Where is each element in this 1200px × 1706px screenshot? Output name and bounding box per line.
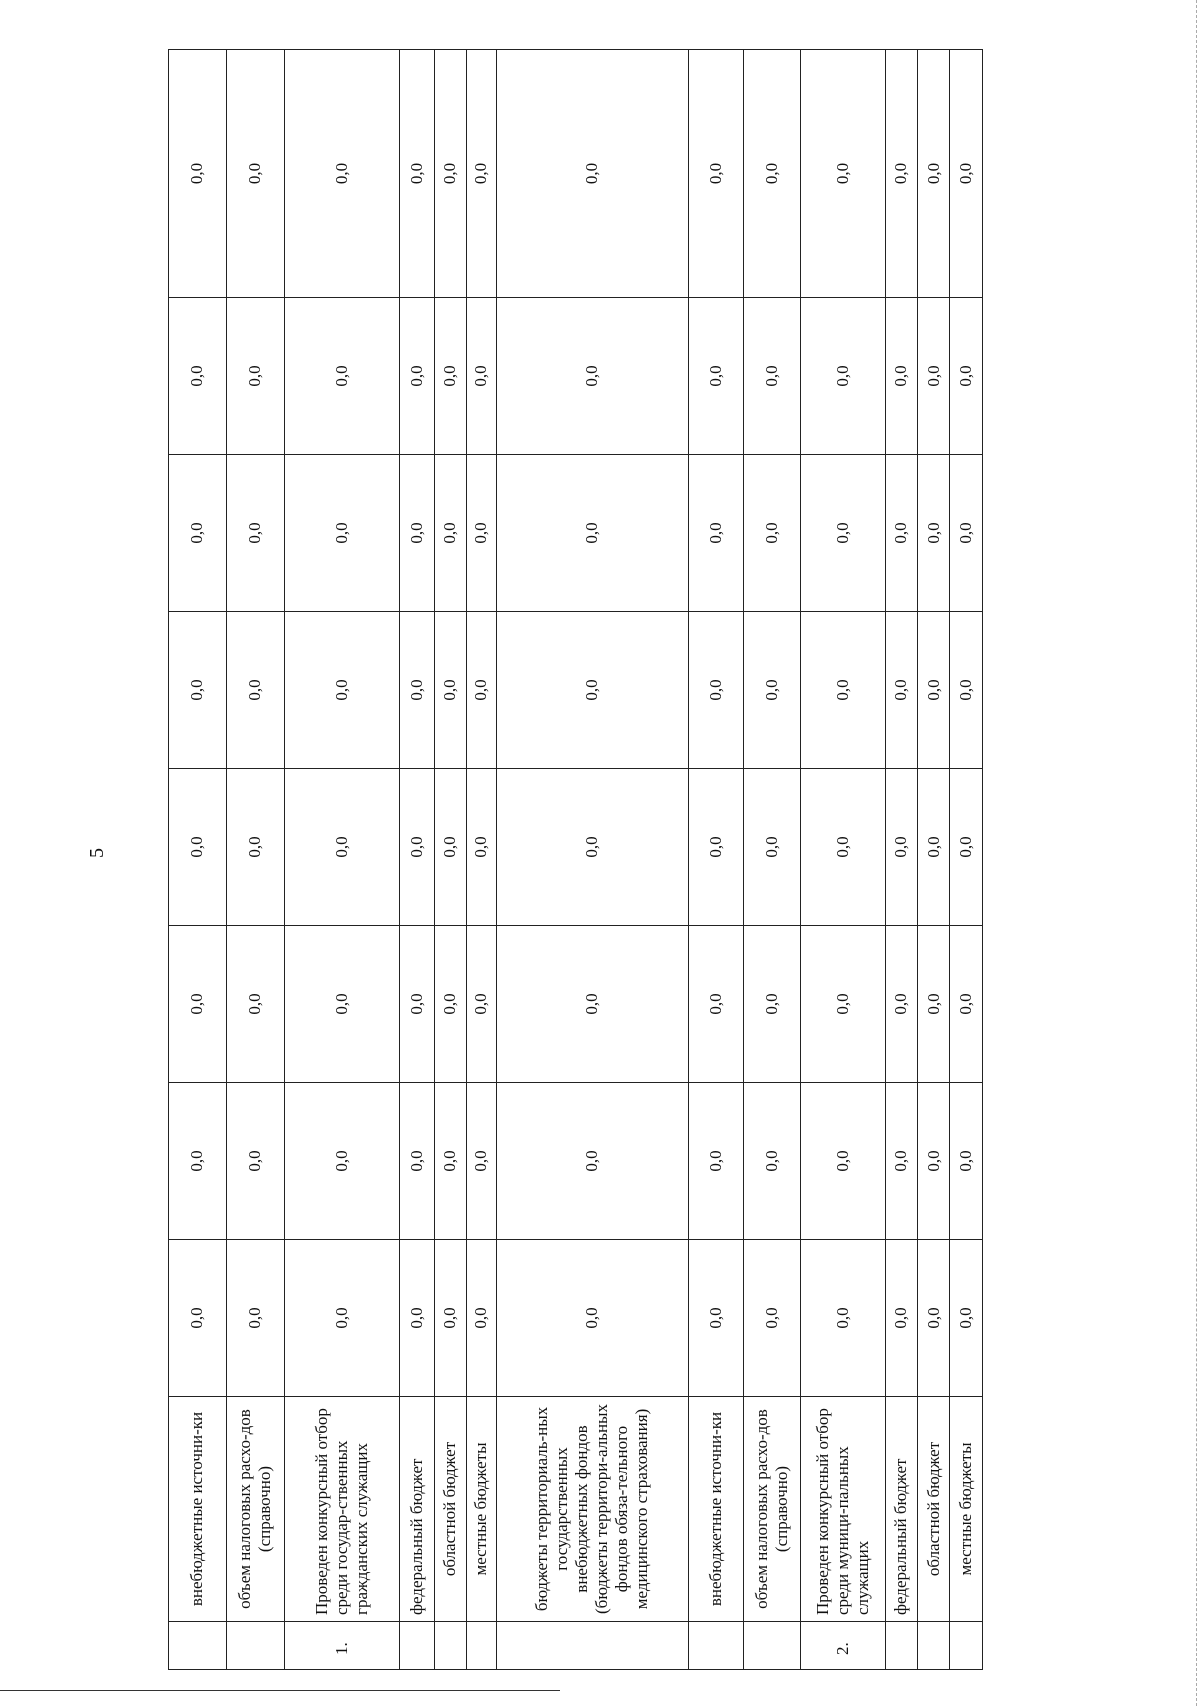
value-cell: 0,0 bbox=[226, 298, 284, 455]
value-cell: 0,0 bbox=[226, 1240, 284, 1397]
value-cell: 0,0 bbox=[885, 298, 918, 455]
value-cell: 0,0 bbox=[950, 1240, 983, 1397]
value-cell: 0,0 bbox=[399, 50, 434, 298]
value-cell: 0,0 bbox=[688, 926, 744, 1083]
table-row bbox=[950, 50, 983, 1670]
value-cell: 0,0 bbox=[169, 455, 227, 612]
value-cell: 0,0 bbox=[688, 769, 744, 926]
value-cell: 0,0 bbox=[497, 1240, 688, 1397]
value-cell: 0,0 bbox=[744, 926, 801, 1083]
value-cell: 0,0 bbox=[169, 612, 227, 769]
value-cell: 0,0 bbox=[744, 1083, 801, 1240]
value-cell: 0,0 bbox=[434, 926, 466, 1083]
value-cell: 0,0 bbox=[466, 1240, 497, 1397]
value-cell: 0,0 bbox=[744, 1240, 801, 1397]
row-label: местные бюджеты bbox=[950, 1397, 983, 1622]
table-row bbox=[744, 50, 801, 1670]
value-cell: 0,0 bbox=[284, 298, 399, 455]
value-cell: 0,0 bbox=[801, 1083, 885, 1240]
value-cell: 0,0 bbox=[399, 926, 434, 1083]
value-cell: 0,0 bbox=[744, 455, 801, 612]
row-label: областной бюджет bbox=[434, 1397, 466, 1622]
table-row bbox=[284, 50, 399, 1670]
row-number bbox=[744, 1622, 801, 1670]
value-cell: 0,0 bbox=[497, 769, 688, 926]
value-cell: 0,0 bbox=[169, 50, 227, 298]
value-cell: 0,0 bbox=[688, 1240, 744, 1397]
table-row bbox=[918, 50, 950, 1670]
value-cell: 0,0 bbox=[466, 50, 497, 298]
value-cell: 0,0 bbox=[284, 769, 399, 926]
value-cell: 0,0 bbox=[801, 612, 885, 769]
row-number bbox=[885, 1622, 918, 1670]
bottom-rule bbox=[0, 1690, 560, 1691]
value-cell: 0,0 bbox=[226, 1083, 284, 1240]
value-cell: 0,0 bbox=[497, 50, 688, 298]
value-cell: 0,0 bbox=[918, 455, 950, 612]
row-label: объем налоговых расхо-дов (справочно) bbox=[744, 1397, 801, 1622]
value-cell: 0,0 bbox=[497, 612, 688, 769]
value-cell: 0,0 bbox=[497, 1083, 688, 1240]
value-cell: 0,0 bbox=[466, 1083, 497, 1240]
value-cell: 0,0 bbox=[950, 926, 983, 1083]
row-number bbox=[226, 1622, 284, 1670]
value-cell: 0,0 bbox=[466, 612, 497, 769]
value-cell: 0,0 bbox=[950, 50, 983, 298]
row-number: 2. bbox=[801, 1622, 885, 1670]
value-cell: 0,0 bbox=[744, 612, 801, 769]
value-cell: 0,0 bbox=[688, 50, 744, 298]
row-number bbox=[688, 1622, 744, 1670]
table-row bbox=[169, 50, 227, 1670]
row-number bbox=[950, 1622, 983, 1670]
row-number bbox=[466, 1622, 497, 1670]
value-cell: 0,0 bbox=[434, 298, 466, 455]
row-label: местные бюджеты bbox=[466, 1397, 497, 1622]
value-cell: 0,0 bbox=[950, 769, 983, 926]
value-cell: 0,0 bbox=[918, 769, 950, 926]
value-cell: 0,0 bbox=[169, 1240, 227, 1397]
value-cell: 0,0 bbox=[497, 926, 688, 1083]
value-cell: 0,0 bbox=[434, 50, 466, 298]
row-label: внебюджетные источни-ки bbox=[688, 1397, 744, 1622]
row-label: Проведен конкурсный отбор среди муници-пальных служащих bbox=[801, 1397, 885, 1622]
value-cell: 0,0 bbox=[801, 1240, 885, 1397]
value-cell: 0,0 bbox=[801, 455, 885, 612]
value-cell: 0,0 bbox=[885, 1083, 918, 1240]
value-cell: 0,0 bbox=[744, 769, 801, 926]
value-cell: 0,0 bbox=[885, 926, 918, 1083]
value-cell: 0,0 bbox=[169, 1083, 227, 1240]
value-cell: 0,0 bbox=[885, 612, 918, 769]
value-cell: 0,0 bbox=[399, 1083, 434, 1240]
value-cell: 0,0 bbox=[918, 1240, 950, 1397]
value-cell: 0,0 bbox=[466, 926, 497, 1083]
value-cell: 0,0 bbox=[226, 455, 284, 612]
value-cell: 0,0 bbox=[226, 769, 284, 926]
table-row bbox=[801, 50, 885, 1670]
value-cell: 0,0 bbox=[399, 612, 434, 769]
value-cell: 0,0 bbox=[399, 769, 434, 926]
value-cell: 0,0 bbox=[169, 298, 227, 455]
row-label: Проведен конкурсный отбор среди государ-ственных гражданских служащих bbox=[284, 1397, 399, 1622]
table-row bbox=[885, 50, 918, 1670]
value-cell: 0,0 bbox=[169, 769, 227, 926]
row-label: бюджеты территориаль-ных государственных внебюджетных фондов (бюджеты территори-альных фондов обяза-тельного медицинского страхования) bbox=[497, 1397, 688, 1622]
value-cell: 0,0 bbox=[744, 298, 801, 455]
value-cell: 0,0 bbox=[399, 455, 434, 612]
table-row bbox=[226, 50, 284, 1670]
budget-table bbox=[168, 49, 983, 1670]
value-cell: 0,0 bbox=[950, 298, 983, 455]
value-cell: 0,0 bbox=[801, 298, 885, 455]
value-cell: 0,0 bbox=[434, 612, 466, 769]
table-row bbox=[399, 50, 434, 1670]
value-cell: 0,0 bbox=[950, 455, 983, 612]
value-cell: 0,0 bbox=[434, 1083, 466, 1240]
table-row bbox=[466, 50, 497, 1670]
value-cell: 0,0 bbox=[801, 50, 885, 298]
right-edge-rule bbox=[1196, 0, 1197, 1706]
table-row bbox=[497, 50, 688, 1670]
value-cell: 0,0 bbox=[801, 769, 885, 926]
value-cell: 0,0 bbox=[885, 455, 918, 612]
row-label: областной бюджет bbox=[918, 1397, 950, 1622]
row-label: федеральный бюджет bbox=[885, 1397, 918, 1622]
value-cell: 0,0 bbox=[466, 455, 497, 612]
value-cell: 0,0 bbox=[688, 1083, 744, 1240]
value-cell: 0,0 bbox=[434, 1240, 466, 1397]
page-number: 5 bbox=[86, 848, 108, 858]
value-cell: 0,0 bbox=[169, 926, 227, 1083]
value-cell: 0,0 bbox=[950, 612, 983, 769]
value-cell: 0,0 bbox=[801, 926, 885, 1083]
value-cell: 0,0 bbox=[688, 298, 744, 455]
value-cell: 0,0 bbox=[466, 769, 497, 926]
value-cell: 0,0 bbox=[284, 455, 399, 612]
value-cell: 0,0 bbox=[688, 612, 744, 769]
value-cell: 0,0 bbox=[918, 926, 950, 1083]
value-cell: 0,0 bbox=[284, 612, 399, 769]
row-number: 1. bbox=[284, 1622, 399, 1670]
value-cell: 0,0 bbox=[885, 769, 918, 926]
row-label: объем налоговых расхо-дов (справочно) bbox=[226, 1397, 284, 1622]
value-cell: 0,0 bbox=[885, 50, 918, 298]
row-number bbox=[169, 1622, 227, 1670]
row-number bbox=[497, 1622, 688, 1670]
value-cell: 0,0 bbox=[399, 298, 434, 455]
value-cell: 0,0 bbox=[950, 1083, 983, 1240]
value-cell: 0,0 bbox=[284, 1083, 399, 1240]
table-row bbox=[434, 50, 466, 1670]
value-cell: 0,0 bbox=[434, 769, 466, 926]
value-cell: 0,0 bbox=[284, 50, 399, 298]
value-cell: 0,0 bbox=[399, 1240, 434, 1397]
row-number bbox=[918, 1622, 950, 1670]
value-cell: 0,0 bbox=[497, 298, 688, 455]
row-number bbox=[434, 1622, 466, 1670]
value-cell: 0,0 bbox=[744, 50, 801, 298]
rotated-table-container bbox=[168, 50, 983, 1670]
value-cell: 0,0 bbox=[688, 455, 744, 612]
value-cell: 0,0 bbox=[885, 1240, 918, 1397]
value-cell: 0,0 bbox=[466, 298, 497, 455]
value-cell: 0,0 bbox=[434, 455, 466, 612]
table-row bbox=[688, 50, 744, 1670]
value-cell: 0,0 bbox=[284, 926, 399, 1083]
value-cell: 0,0 bbox=[226, 50, 284, 298]
value-cell: 0,0 bbox=[226, 612, 284, 769]
value-cell: 0,0 bbox=[918, 1083, 950, 1240]
value-cell: 0,0 bbox=[226, 926, 284, 1083]
row-label: федеральный бюджет bbox=[399, 1397, 434, 1622]
value-cell: 0,0 bbox=[918, 298, 950, 455]
value-cell: 0,0 bbox=[918, 612, 950, 769]
value-cell: 0,0 bbox=[497, 455, 688, 612]
row-label: внебюджетные источни-ки bbox=[169, 1397, 227, 1622]
row-number bbox=[399, 1622, 434, 1670]
value-cell: 0,0 bbox=[284, 1240, 399, 1397]
value-cell: 0,0 bbox=[918, 50, 950, 298]
